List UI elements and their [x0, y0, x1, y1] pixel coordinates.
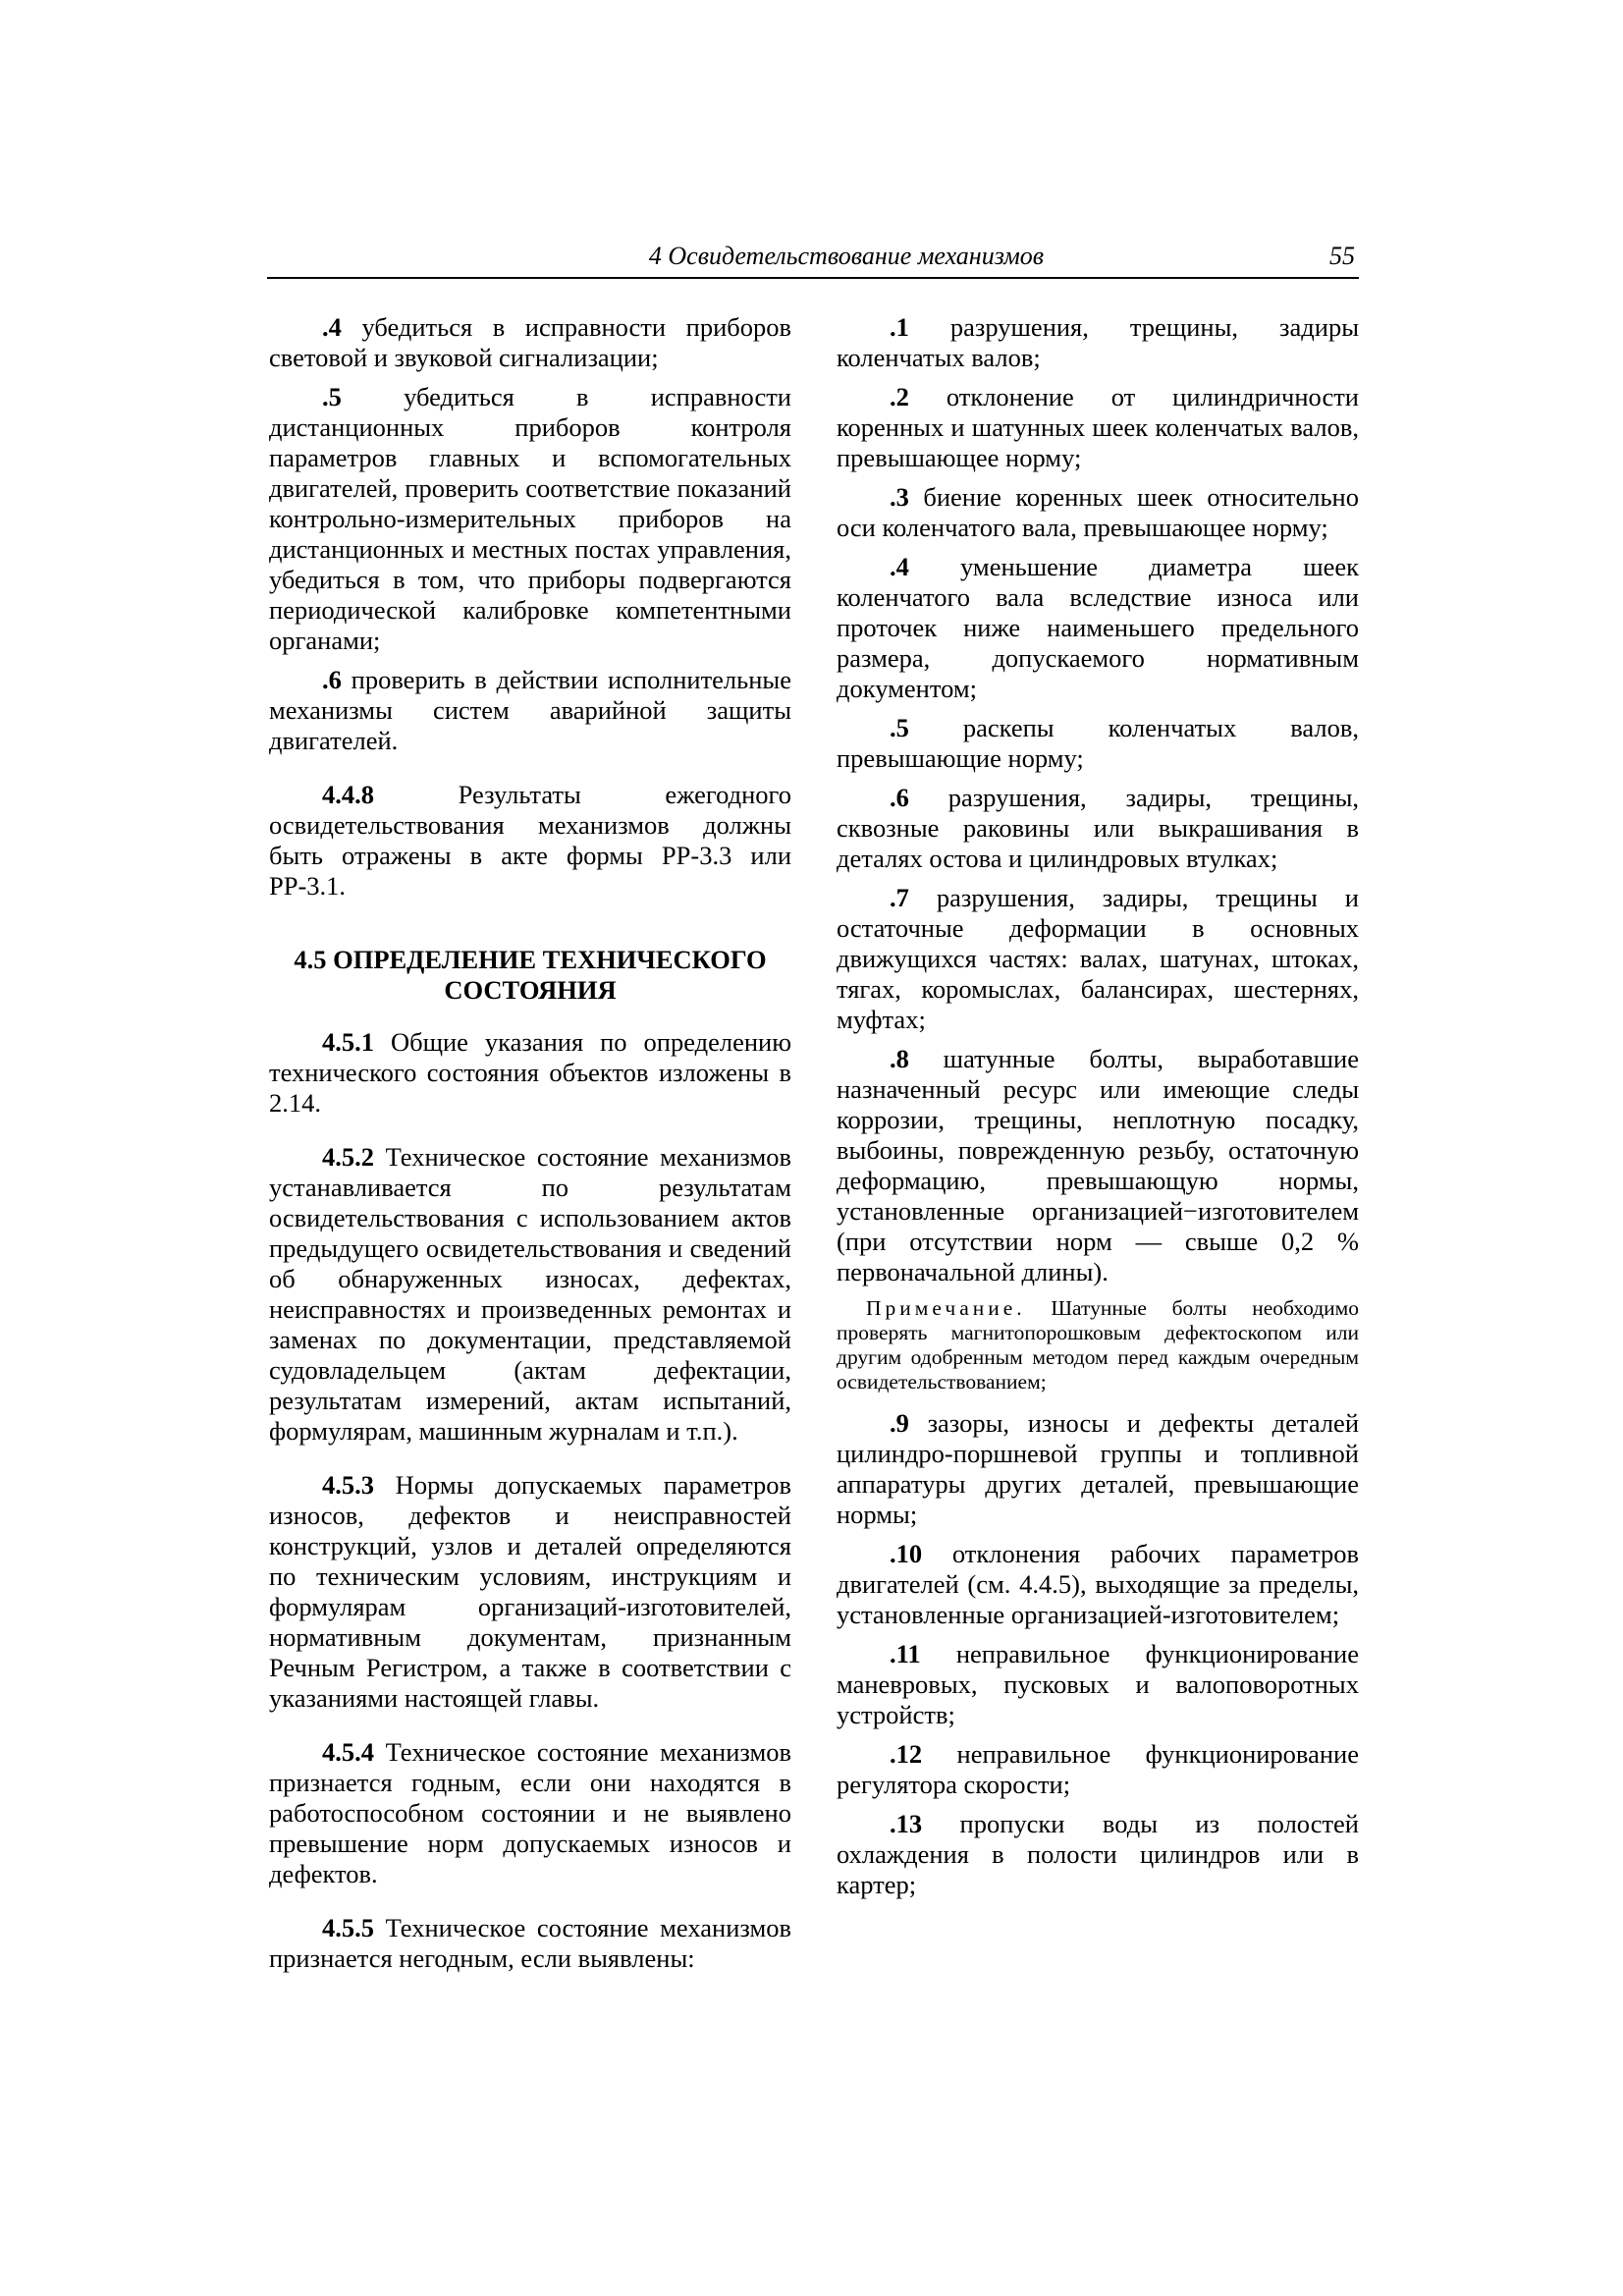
item-text: раскепы коленчатых валов, превышающие норму;: [837, 713, 1359, 773]
paragraph-text: убедиться в исправности приборов световой и звуковой сигнализации;: [269, 312, 791, 372]
left-column: [269, 312, 791, 1983]
section-number: 4.5.3: [322, 1470, 374, 1500]
section-4-4-8: [269, 780, 791, 902]
item-text: биение коренных шеек относительно оси коленчатого вала, превышающее норму;: [837, 482, 1359, 542]
section-text: Результаты ежегодного освидетельствования механизмов должны быть отражены в акте формы РР-3.3 или РР-3.1.: [269, 780, 791, 901]
note-text: Шатунные болты необходимо проверять магнитопорошковым дефектоскопом или другим одобренным методом перед каждым очередным освидетельствованием;: [837, 1296, 1359, 1394]
list-item-2: [837, 382, 1359, 473]
item-text: уменьшение диаметра шеек коленчатого вала вследствие износа или проточек ниже наименьшего предельного размера, допускаемого нормативным документом;: [837, 552, 1359, 703]
paragraph-4-4-7-5: [269, 382, 791, 656]
item-number: .9: [890, 1408, 909, 1438]
section-number: 4.5.2: [322, 1142, 374, 1172]
section-number: 4.5.1: [322, 1027, 374, 1057]
list-item-11: [837, 1639, 1359, 1730]
item-text: разрушения, задиры, трещины и остаточные деформации в основных движущихся частях: валах, шатунах, штоках, тягах, коромыслах, балансирах, шестернях, муфтах;: [837, 883, 1359, 1034]
section-heading-4-5: 4.5 ОПРЕДЕЛЕНИЕ ТЕХНИЧЕСКОГО СОСТОЯНИЯ: [294, 945, 767, 1005]
section-4-5-4: [269, 1737, 791, 1889]
section-4-5-3: [269, 1470, 791, 1714]
note: [837, 1296, 1359, 1394]
item-number: .13: [890, 1809, 923, 1838]
item-number: .4: [322, 312, 342, 342]
section-number: 4.5.4: [322, 1737, 374, 1767]
item-number: .8: [890, 1044, 909, 1073]
item-number: .5: [322, 382, 342, 411]
right-column: [837, 312, 1359, 1909]
list-item-4: [837, 552, 1359, 704]
paragraph-text: убедиться в исправности дистанционных приборов контроля параметров главных и вспомогательных двигателей, проверить соответствие показаний контрольно-измерительных приборов на дистанционных и местных постах управления, убедиться в том, что приборы подвергаются периодической калибровке компетентными органами;: [269, 382, 791, 655]
list-item-8: [837, 1044, 1359, 1287]
list-item-1: [837, 312, 1359, 373]
item-number: .3: [890, 482, 909, 512]
note-label: Примечание.: [866, 1296, 1026, 1320]
section-text: Общие указания по определению технического состояния объектов изложены в 2.14.: [269, 1027, 791, 1118]
paragraph-4-4-7-4: [269, 312, 791, 373]
item-text: неправильное функционирование регулятора скорости;: [837, 1739, 1359, 1799]
item-number: .1: [890, 312, 909, 342]
list-item-10: [837, 1539, 1359, 1630]
item-text: отклонение от цилиндричности коренных и шатунных шеек коленчатых валов, превышающее норму;: [837, 382, 1359, 472]
item-number: .10: [890, 1539, 923, 1568]
item-text: зазоры, износы и дефекты деталей цилиндро-поршневой группы и топливной аппаратуры других деталей, превышающие нормы;: [837, 1408, 1359, 1529]
item-text: разрушения, трещины, задиры коленчатых валов;: [837, 312, 1359, 372]
page-header: [267, 242, 1359, 279]
item-text: пропуски воды из полостей охлаждения в полости цилиндров или в картер;: [837, 1809, 1359, 1899]
paragraph-text: проверить в действии исполнительные механизмы систем аварийной защиты двигателей.: [269, 665, 791, 755]
paragraph-4-4-7-6: [269, 665, 791, 756]
item-number: .11: [890, 1639, 921, 1668]
item-number: .4: [890, 552, 909, 581]
section-text: Техническое состояние механизмов признается годным, если они находятся в работоспособном состоянии и не выявлено превышение норм допускаемых износов и дефектов.: [269, 1737, 791, 1888]
section-4-5-1: [269, 1027, 791, 1119]
item-text: неправильное функционирование маневровых, пусковых и валоповоротных устройств;: [837, 1639, 1359, 1729]
item-number: .2: [890, 382, 909, 411]
item-number: .5: [890, 713, 909, 742]
list-item-9: [837, 1408, 1359, 1530]
item-number: .12: [890, 1739, 923, 1769]
item-text: шатунные болты, выработавшие назначенный ресурс или имеющие следы коррозии, трещины, неплотную посадку, выбоины, поврежденную резьбу, остаточную деформацию, превышающую нормы, установленные организацией−изготовителем (при отсутствии норм — свыше 0,2 % первоначальной длины).: [837, 1044, 1359, 1286]
section-4-5-5: [269, 1913, 791, 1974]
page-number: 55: [1329, 242, 1355, 270]
running-title: 4 Освидетельствование механизмов: [648, 242, 1045, 270]
item-number: .6: [322, 665, 342, 694]
section-number: 4.5.5: [322, 1913, 374, 1942]
item-number: .7: [890, 883, 909, 912]
list-item-5: [837, 713, 1359, 774]
item-text: разрушения, задиры, трещины, сквозные раковины или выкрашивания в деталях остова и цилиндровых втулках;: [837, 783, 1359, 873]
list-item-12: [837, 1739, 1359, 1800]
list-item-7: [837, 883, 1359, 1035]
list-item-6: [837, 783, 1359, 874]
section-text: Техническое состояние механизмов признается негодным, если выявлены:: [269, 1913, 791, 1973]
item-text: отклонения рабочих параметров двигателей (см. 4.4.5), выходящие за пределы, установленные организацией-изготовителем;: [837, 1539, 1359, 1629]
section-number: 4.4.8: [322, 780, 374, 809]
list-item-3: [837, 482, 1359, 543]
section-4-5-2: [269, 1142, 791, 1447]
section-text: Нормы допускаемых параметров износов, дефектов и неисправностей конструкций, узлов и деталей определяются по техническим условиям, инструкциям и формулярам организаций-изготовителей, нормативным документам, признанным Речным Регистром, а также в соответствии с указаниями настоящей главы.: [269, 1470, 791, 1713]
list-item-13: [837, 1809, 1359, 1900]
section-text: Техническое состояние механизмов устанавливается по результатам освидетельствования с использованием актов предыдущего освидетельствования и сведений об обнаруженных износах, дефектах, неисправностях и произведенных ремонтах и заменах по документации, представляемой судовладельцем (актам дефектации, результатам измерений, актам испытаний, формулярам, машинным журналам и т.п.).: [269, 1142, 791, 1446]
item-number: .6: [890, 783, 909, 812]
